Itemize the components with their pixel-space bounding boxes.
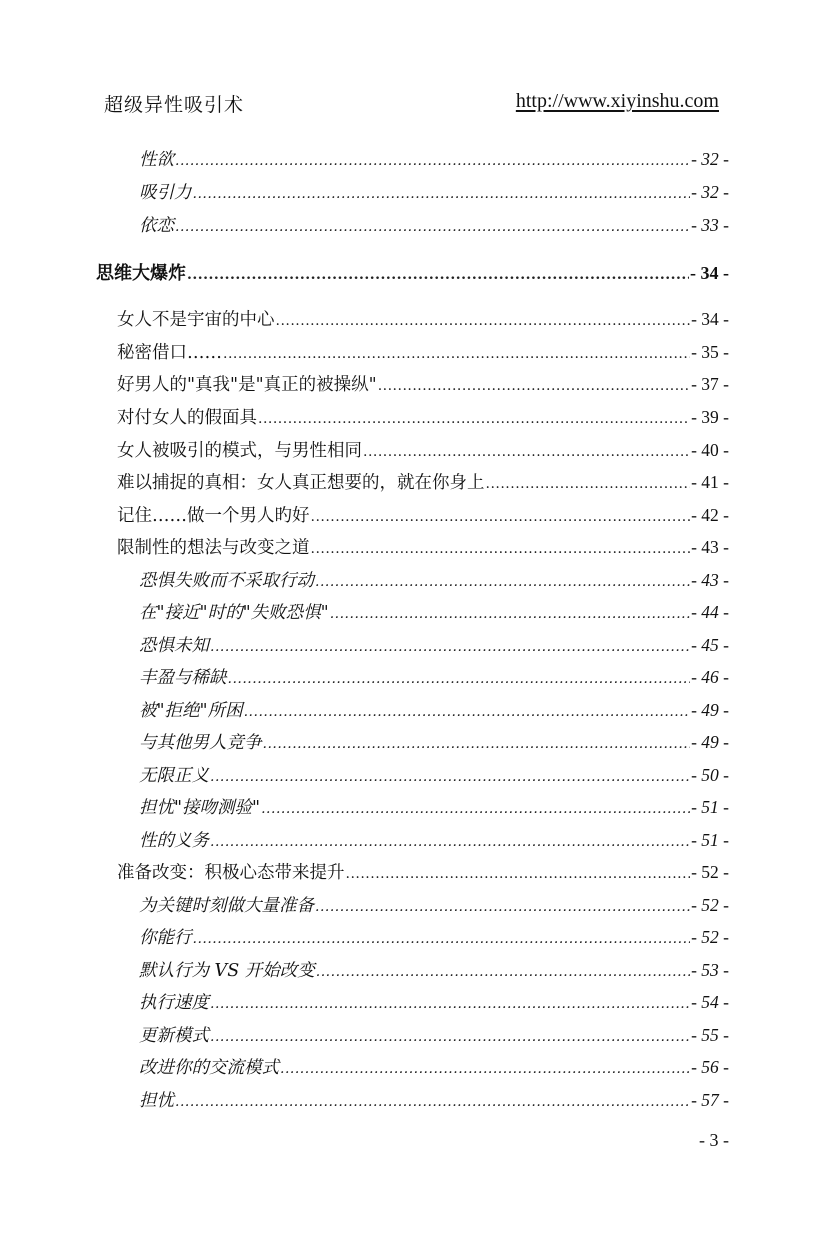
toc-entry[interactable] bbox=[139, 957, 729, 983]
toc-entry[interactable] bbox=[139, 827, 729, 853]
dot-leader bbox=[315, 899, 690, 915]
toc-entry[interactable] bbox=[117, 534, 729, 560]
dot-leader bbox=[210, 639, 690, 655]
toc-entry-page: - 45 - bbox=[691, 635, 729, 655]
toc-entry-label: 对付女人的假面具 bbox=[117, 408, 257, 428]
toc-entry-page: - 56 - bbox=[691, 1057, 729, 1077]
toc-entry-page: - 37 - bbox=[691, 374, 729, 394]
toc-entry[interactable] bbox=[117, 306, 729, 332]
toc-entry[interactable] bbox=[139, 924, 729, 950]
dot-leader bbox=[346, 866, 691, 882]
dot-leader bbox=[311, 541, 691, 557]
toc-entry-label: 为关键时刻做大量准备 bbox=[139, 896, 314, 916]
toc-entry[interactable] bbox=[139, 892, 729, 918]
dot-leader bbox=[210, 1029, 690, 1045]
toc-entry-label: 限制性的想法与改变之道 bbox=[117, 538, 310, 558]
dot-leader bbox=[210, 834, 690, 850]
toc-entry-page: - 51 - bbox=[691, 830, 729, 850]
dot-leader bbox=[363, 444, 690, 460]
toc-entry-page: - 32 - bbox=[691, 182, 729, 202]
toc-entry-label: 执行速度 bbox=[139, 993, 209, 1013]
dot-leader bbox=[316, 964, 690, 980]
dot-leader bbox=[175, 153, 690, 169]
toc-entry-page: - 43 - bbox=[691, 537, 729, 557]
toc-entry-label: 准备改变：积极心态带来提升 bbox=[117, 863, 345, 883]
toc-entry-label: 被"拒绝"所困 bbox=[139, 701, 243, 721]
dot-leader bbox=[261, 801, 690, 817]
dot-leader bbox=[280, 1061, 690, 1077]
dot-leader bbox=[330, 606, 690, 622]
toc-entry[interactable] bbox=[139, 212, 729, 238]
toc-entry-label: 丰盈与稀缺 bbox=[139, 668, 227, 688]
toc-entry-label: 担忧"接吻测验" bbox=[139, 798, 261, 818]
toc-entry-page: - 32 - bbox=[691, 149, 729, 169]
dot-leader bbox=[315, 574, 690, 590]
toc-entry-label: 性欲 bbox=[139, 150, 174, 170]
toc-entry[interactable] bbox=[139, 1022, 729, 1048]
toc-entry[interactable] bbox=[117, 404, 729, 430]
toc-entry-label: 默认行为 VS 开始改变 bbox=[139, 961, 315, 981]
toc-entry-label: 改进你的交流模式 bbox=[139, 1058, 279, 1078]
toc-entry-label: 与其他男人竞争 bbox=[139, 733, 262, 753]
toc-entry-label: 无限正义 bbox=[139, 766, 209, 786]
toc-entry-page: - 35 - bbox=[691, 342, 729, 362]
toc-entry[interactable] bbox=[117, 437, 729, 463]
toc-entry-page: - 39 - bbox=[691, 407, 729, 427]
toc-entry-label: 女人不是宇宙的中心 bbox=[117, 310, 275, 330]
dot-leader bbox=[263, 736, 691, 752]
book-title: 超级异性吸引术 bbox=[104, 94, 245, 116]
toc-entry[interactable] bbox=[139, 632, 729, 658]
toc-entry-label: 更新模式 bbox=[139, 1026, 209, 1046]
toc-entry-label: 担忧 bbox=[139, 1091, 174, 1111]
toc-entry-page: - 42 - bbox=[691, 505, 729, 525]
toc-entry-page: - 53 - bbox=[691, 960, 729, 980]
toc-entry-label: 记住……做一个男人旳好 bbox=[117, 506, 310, 526]
toc-entry-page: - 33 - bbox=[691, 215, 729, 235]
toc-entry-page: - 54 - bbox=[691, 992, 729, 1012]
dot-leader bbox=[187, 267, 689, 283]
toc-entry[interactable] bbox=[117, 859, 729, 885]
toc-entry[interactable] bbox=[117, 469, 729, 495]
toc-entry-label: 女人被吸引的模式，与男性相同 bbox=[117, 441, 362, 461]
dot-leader bbox=[258, 411, 690, 427]
toc-entry-label: 恐惧失败而不采取行动 bbox=[139, 571, 314, 591]
toc-entry-page: - 55 - bbox=[691, 1025, 729, 1045]
toc-entry-page: - 40 - bbox=[691, 440, 729, 460]
dot-leader bbox=[311, 509, 691, 525]
dot-leader bbox=[378, 378, 690, 394]
toc-entry-page: - 57 - bbox=[691, 1090, 729, 1110]
toc-entry-label: 好男人的"真我"是"真正的被操纵" bbox=[117, 375, 377, 395]
toc-entry[interactable] bbox=[139, 146, 729, 172]
toc-entry-page: - 52 - bbox=[691, 862, 729, 882]
dot-leader bbox=[223, 346, 690, 362]
toc-chapter-entry[interactable] bbox=[96, 259, 729, 285]
toc-entry-page: - 41 - bbox=[691, 472, 729, 492]
toc-entry[interactable] bbox=[117, 371, 729, 397]
toc-entry[interactable] bbox=[139, 697, 729, 723]
toc-entry[interactable] bbox=[139, 567, 729, 593]
toc-entry-label: 依恋 bbox=[139, 216, 174, 236]
dot-leader bbox=[228, 671, 691, 687]
toc-entry-label: 恐惧未知 bbox=[139, 636, 209, 656]
dot-leader bbox=[210, 996, 690, 1012]
toc-entry[interactable] bbox=[139, 729, 729, 755]
toc-entry-label: 难以捕捉的真相：女人真正想要的，就在你身上 bbox=[117, 473, 485, 493]
dot-leader bbox=[210, 769, 690, 785]
toc-entry-label: 性的义务 bbox=[139, 831, 209, 851]
toc-entry-page: - 43 - bbox=[691, 570, 729, 590]
toc-entry-page: - 46 - bbox=[691, 667, 729, 687]
toc-entry-page: - 49 - bbox=[691, 700, 729, 720]
dot-leader bbox=[193, 931, 691, 947]
toc-entry-page: - 34 - bbox=[691, 309, 729, 329]
dot-leader bbox=[193, 186, 691, 202]
toc-entry-page: - 34 - bbox=[690, 263, 729, 283]
website-link[interactable]: http://www.xiyinshu.com bbox=[515, 90, 719, 112]
toc-entry[interactable] bbox=[139, 989, 729, 1015]
toc-entry[interactable] bbox=[139, 1087, 729, 1113]
toc-entry[interactable] bbox=[117, 502, 729, 528]
toc-entry[interactable] bbox=[139, 179, 729, 205]
toc-entry-page: - 44 - bbox=[691, 602, 729, 622]
toc-entry-page: - 50 - bbox=[691, 765, 729, 785]
toc-entry-page: - 51 - bbox=[691, 797, 729, 817]
dot-leader bbox=[276, 313, 691, 329]
page-number: - 3 - bbox=[699, 1130, 729, 1150]
toc-entry-page: - 52 - bbox=[691, 895, 729, 915]
toc-entry-label: 秘密借口…… bbox=[117, 343, 222, 363]
toc-entry-page: - 49 - bbox=[691, 732, 729, 752]
toc-entry-label: 在"接近"时的"失败恐惧" bbox=[139, 603, 329, 623]
toc-entry-label: 吸引力 bbox=[139, 183, 192, 203]
toc-entry[interactable] bbox=[139, 794, 729, 820]
dot-leader bbox=[175, 1094, 690, 1110]
toc-entry[interactable] bbox=[139, 1054, 729, 1080]
toc-entry-page: - 52 - bbox=[691, 927, 729, 947]
dot-leader bbox=[486, 476, 691, 492]
dot-leader bbox=[175, 219, 690, 235]
toc-entry[interactable] bbox=[117, 339, 729, 365]
toc-entry-label: 你能行 bbox=[139, 928, 192, 948]
toc-entry-label: 思维大爆炸 bbox=[96, 263, 186, 284]
toc-entry[interactable] bbox=[139, 762, 729, 788]
dot-leader bbox=[244, 704, 690, 720]
toc-entry[interactable] bbox=[139, 664, 729, 690]
toc-entry[interactable] bbox=[139, 599, 729, 625]
